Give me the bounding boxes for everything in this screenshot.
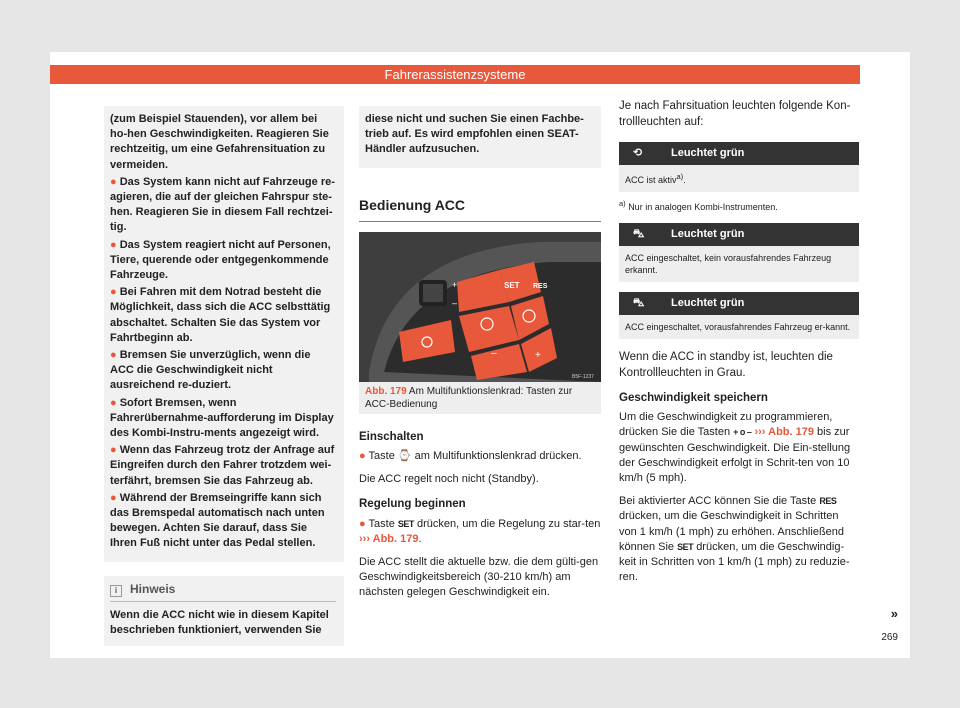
warning-continued-text: diese nicht und suchen Sie einen Fachbe-trieb auf. Es wird empfohlen einen SEAT-Händler aufzusuchen.: [365, 113, 584, 156]
bullet-icon: ●: [110, 175, 117, 188]
info-icon: i: [110, 585, 122, 597]
continue-marker: »: [890, 606, 898, 621]
lamp-description: ACC eingeschaltet, kein vorausfahrendes Fahrzeug erkannt.: [619, 246, 859, 282]
warning-bullet: ● Während der Bremseingriffe kann sich das Bremspedal automatisch nach unten bewegen. Achten Sie darauf, dass Sie Ihren Fuß nicht unter das Pedal stellen.: [110, 491, 325, 550]
speed-range-text: Die ACC stellt die aktuelle bzw. die dem gülti-gen Geschwindigkeitsbereich (30-210 km/h) am nächsten gelegen Geschwindigkeit ein.: [359, 556, 599, 599]
standby-text: Die ACC regelt noch nicht (Standby).: [359, 473, 539, 486]
res-label: RES: [533, 282, 548, 290]
lamp-header: ⛍ Leuchtet grün: [619, 292, 859, 315]
speed-plus-label: +: [535, 349, 541, 361]
speed-minus-label: –: [491, 347, 497, 359]
volume-minus-label: –: [452, 297, 458, 308]
figure-link[interactable]: ››› Abb. 179: [359, 532, 419, 545]
car-vehicle-ahead-icon: ⛍: [633, 297, 645, 309]
lamp-description: ACC eingeschaltet, vorausfahrendes Fahrzeug er-kannt.: [619, 315, 859, 339]
figure-link[interactable]: ››› Abb. 179: [754, 426, 814, 439]
intro-text: Je nach Fahrsituation leuchten folgende Kon-trollleuchten auf:: [619, 100, 851, 128]
heading-regelung: Regelung beginnen: [359, 498, 466, 511]
bullet-icon: ●: [110, 396, 117, 409]
warning-continued: [359, 106, 601, 168]
speichern-text: Um die Geschwindigkeit zu programmieren, drücken Sie die Tasten + o – ››› Abb. 179 bis zur gewünschten Geschwindigkeit. Die Ein-stellung der Geschwindigkeit erfolgt in Schrit-ten von 10 km/h (5 mph).: [619, 411, 851, 485]
warning-bullet: ● Bremsen Sie unverzüglich, wenn die ACC die Geschwindigkeit nicht ausreichend re-duziert.: [110, 349, 311, 392]
footnote: $^{a)}$ Nur in analogen Kombi-Instrumenten.: [619, 199, 778, 212]
lamp-description: ACC ist aktiv$^{a)}$.: [619, 165, 859, 192]
warning-bullet: ● Das System kann nicht auf Fahrzeuge re-agieren, die auf der gleichen Fahrspur ste-hen. Reagieren Sie in diesem Fall rechtzei-tig.: [110, 175, 335, 234]
step-einschalten: ● Taste ⌚ am Multifunktionslenkrad drücken.: [359, 450, 582, 463]
section-title: Bedienung ACC: [359, 198, 601, 222]
column-3: [619, 98, 859, 593]
warning-box: [104, 106, 344, 562]
standby-grey-text: Wenn die ACC in standby ist, leuchten die Kontrollleuchten in Grau.: [619, 351, 833, 379]
lamp-header: ⟲ Leuchtet grün: [619, 142, 859, 165]
hint-title: i Hinweis: [110, 576, 336, 602]
heading-speichern: Geschwindigkeit speichern: [619, 392, 768, 404]
heading-einschalten: Einschalten: [359, 430, 424, 443]
step-regelung: ● Taste SET drücken, um die Regelung zu star-ten ››› Abb. 179.: [359, 517, 601, 545]
hint-text: Wenn die ACC nicht wie in diesem Kapitel beschrieben funktioniert, verwenden Sie: [110, 608, 329, 637]
column-1: [104, 106, 344, 646]
figure-steering-wheel: [359, 232, 601, 382]
bullet-icon: ●: [110, 238, 117, 251]
res-text: Bei aktivierter ACC können Sie die Taste RES drücken, um die Geschwindigkeit in Schritten von 1 km/h (1 mph) zu erhöhen. Anschließend können Sie SET drücken, um die Geschwindig-keit in Schritten von 1 km/h (1 mph) zu reduzie-ren.: [619, 495, 850, 584]
figure-code: B5F-1237: [572, 373, 594, 380]
page-number: 269: [881, 632, 898, 643]
warning-bullet: ● Das System reagiert nicht auf Personen, Tiere, querende oder entgegenkommende Fahrzeuge.: [110, 238, 331, 282]
warning-bullet: ● Wenn das Fahrzeug trotz der Anfrage auf Eingreifen durch den Fahrer trotzdem wei-terfährt, bremsen Sie das Fahrzeug ab.: [110, 444, 335, 487]
volume-plus-label: +: [452, 279, 458, 290]
acc-active-icon: ⟲: [633, 147, 643, 159]
steering-wheel-illustration: [359, 232, 601, 382]
warning-intro: (zum Beispiel Stauenden), vor allem bei ho-hen Geschwindigkeiten. Reagieren Sie rechtzeitig, um eine Gefahrensituation zu vermeiden.: [110, 113, 329, 171]
car-no-vehicle-icon: ⛍: [633, 228, 645, 240]
running-header: Fahrerassistenzsysteme: [50, 65, 860, 84]
hint-box: [104, 576, 344, 647]
bullet-icon: ●: [110, 444, 117, 457]
set-label: SET: [504, 280, 520, 290]
column-2: [359, 106, 601, 609]
bullet-icon: ●: [110, 349, 117, 362]
bullet-icon: ●: [110, 286, 117, 299]
bullet-icon: ●: [110, 491, 117, 504]
figure-caption: Abb. 179 Am Multifunktionslenkrad: Tasten zur ACC-Bedienung: [359, 382, 601, 414]
acc-button-icon: ⌚: [397, 450, 412, 463]
warning-bullet: ● Sofort Bremsen, wenn Fahrerübernahme-aufforderung im Display des Kombi-Instru-ments angezeigt wird.: [110, 396, 334, 440]
warning-bullet: ● Bei Fahren mit dem Notrad besteht die Möglichkeit, dass sich die ACC selbsttätig abschaltet. Schalten Sie das System vor Fahrtbeginn ab.: [110, 286, 331, 344]
lamp-header: ⛍ Leuchtet grün: [619, 223, 859, 246]
